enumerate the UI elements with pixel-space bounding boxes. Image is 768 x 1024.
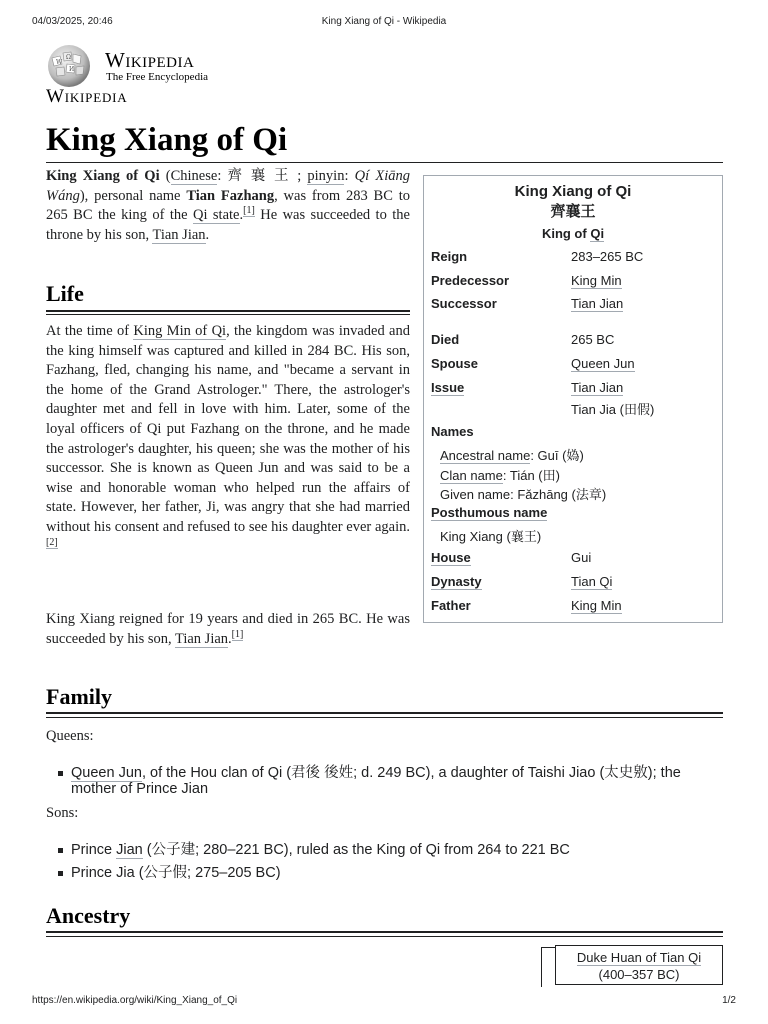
list-item-text: , of the Hou clan of Qi (君後 後姓; d. 249 BC), a daughter of Taishi Jiao (太史敫); the mother of Prince Jian (71, 765, 681, 797)
lead-chinese-text: : 齊 襄 王 ; (217, 168, 308, 184)
infobox-subtitle-text: King of (541, 226, 591, 241)
infobox-label: Died (431, 332, 460, 347)
life-text: , the kingdom was invaded and the king himself was captured and killed in 284 BC. His son, Fazhang, fled, changing his name, and "became a servant in the home of the Grand Astrologer." There, the astrologer's daughter met and fell in love with him. Later, some of the loyal officers of Qi put Fazhang on the throne, and he made the astrologer's daughter, his queen; she was the mother of his successor. She is known as Queen Jun and was said to be a wise and honorable woman who helped run the affairs of state. However, her father, Ji, was angry that she had married without his consent and refused to see his daughter ever again. (46, 323, 410, 535)
print-url: https://en.wikipedia.org/wiki/King_Xiang_of_Qi (32, 995, 238, 1006)
life-heading: Life (46, 281, 84, 306)
posthumous-name-link[interactable]: Posthumous name (431, 505, 548, 520)
page-title: King Xiang of Qi (46, 122, 288, 158)
infobox-row-father (431, 598, 716, 616)
queens-label: Queens: (46, 728, 94, 744)
svg-text:И: И (69, 66, 75, 73)
house-link[interactable]: House (431, 550, 471, 565)
infobox-subtitle (424, 226, 722, 241)
svg-text:W: W (56, 59, 63, 66)
family-divider (46, 712, 723, 714)
ancestry-tree-line (541, 947, 542, 987)
infobox-value: : Tián (田) (502, 468, 560, 483)
list-item-queen (71, 765, 723, 797)
king-min-link[interactable]: King Min (571, 598, 622, 613)
reference-link-1[interactable]: [1] (231, 628, 244, 640)
reference-link-2[interactable]: [2] (46, 536, 58, 548)
lead-text: . (205, 226, 210, 243)
tian-jian-link[interactable]: Tian Jian (571, 380, 624, 395)
issue-link[interactable]: Issue (431, 380, 465, 395)
ancestry-tree-line (541, 947, 555, 948)
tian-jian-link[interactable]: Tian Jian (571, 296, 624, 311)
family-divider-thin (46, 717, 723, 718)
lead-text: . (239, 207, 244, 224)
life-text: . (228, 630, 232, 647)
wikipedia-globe-icon (44, 44, 96, 88)
ancestry-divider (46, 931, 723, 933)
sons-label: Sons: (46, 805, 79, 821)
reference-link-1[interactable]: [1] (243, 205, 255, 217)
infobox-ancestral-name (440, 445, 584, 464)
queen-jun-link[interactable]: Queen Jun (71, 765, 142, 781)
lead-personal-name: Tian Fazhang (186, 187, 275, 204)
infobox-title-chinese: 齊襄王 (550, 203, 596, 220)
list-item-text: (公子建; 280–221 BC), ruled as the King of Qi from 264 to 221 BC (142, 842, 570, 858)
infobox-clan-name (440, 465, 560, 484)
wikipedia-small-wordmark[interactable]: Wikipedia (46, 86, 128, 107)
lead-pinyin-text: Qí Xiāng Wáng (46, 168, 410, 204)
infobox-row-spouse (431, 356, 716, 374)
list-item-son-2: Prince Jia (公子假; 275–205 BC) (71, 865, 723, 881)
lead-text: : (344, 168, 355, 184)
life-paragraph-2 (46, 610, 410, 649)
qi-link[interactable]: Qi (590, 226, 605, 241)
print-header (32, 16, 736, 30)
infobox-row-successor (431, 296, 716, 314)
infobox-row-predecessor (431, 273, 716, 291)
dynasty-link[interactable]: Dynasty (431, 574, 482, 589)
svg-text:Ω: Ω (66, 54, 71, 61)
infobox-names-heading: Names (431, 424, 474, 439)
infobox-label: Spouse (431, 356, 478, 371)
wikipedia-wordmark: Wikipedia (105, 48, 195, 72)
infobox-label: Reign (431, 249, 468, 264)
print-datetime: 04/03/2025, 20:46 (32, 16, 113, 27)
infobox (423, 175, 723, 623)
life-text: At the time of (46, 323, 134, 339)
king-min-link[interactable]: King Min of Qi (133, 323, 227, 339)
lead-text: ( (159, 168, 171, 184)
ancestry-box-dates: (400–357 BC) (598, 967, 680, 982)
lead-text: ), personal name (79, 187, 187, 204)
infobox-value: : Guī (媯) (530, 448, 584, 463)
ancestry-heading: Ancestry (46, 903, 131, 928)
queen-jun-link[interactable]: Queen Jun (571, 356, 635, 371)
infobox-row-dynasty (431, 574, 716, 592)
print-footer (32, 995, 736, 1009)
print-page-number: 1/2 (722, 995, 736, 1006)
lead-name: King Xiang of Qi (46, 168, 160, 184)
lead-paragraph (46, 167, 410, 245)
king-min-link[interactable]: King Min (571, 273, 622, 288)
lead-text: , was from 283 BC to 265 BC the king of the (46, 187, 410, 224)
infobox-row-house (431, 550, 716, 568)
infobox-row-issue (431, 380, 716, 418)
ancestry-box-duke-huan (555, 945, 723, 985)
ancestry-divider-thin (46, 936, 723, 937)
infobox-value: Gui (571, 550, 592, 565)
ancestral-name-link[interactable]: Ancestral name (440, 448, 531, 463)
infobox-value: Tian Jia (田假) (571, 402, 655, 417)
tian-jian-link[interactable]: Tian Jian (152, 226, 206, 243)
lead-text: He was succeeded to the throne by his son, (46, 207, 410, 243)
list-item-son-1 (71, 842, 723, 858)
qi-state-link[interactable]: Qi state (192, 207, 240, 224)
infobox-value: 283–265 BC (571, 249, 644, 264)
list-item-text: Prince (71, 842, 117, 858)
clan-name-link[interactable]: Clan name (440, 468, 503, 483)
title-divider (46, 162, 723, 163)
tian-qi-link[interactable]: Tian Qi (571, 574, 613, 589)
tian-jian-link[interactable]: Tian Jian (175, 630, 229, 647)
infobox-label: Father (431, 598, 471, 613)
print-page-title: King Xiang of Qi - Wikipedia (321, 16, 447, 27)
life-paragraph-1 (46, 322, 410, 557)
infobox-title (424, 182, 722, 222)
infobox-label: Successor (431, 296, 497, 311)
jian-link[interactable]: Jian (116, 842, 143, 858)
pinyin-link[interactable]: pinyin (307, 168, 345, 184)
infobox-row-died (431, 332, 716, 350)
chinese-link[interactable]: Chinese (170, 168, 218, 184)
infobox-label: Predecessor (431, 273, 510, 288)
life-divider-thin (46, 314, 410, 315)
infobox-posthumous-value: King Xiang (襄王) (440, 529, 542, 544)
duke-huan-link[interactable]: Duke Huan of Tian Qi (576, 950, 702, 965)
life-divider (46, 310, 410, 312)
family-heading: Family (46, 684, 112, 709)
life-text: King Xiang reigned for 19 years and died in 265 BC. He was succeeded by his son, (46, 611, 410, 647)
infobox-given-name: Given name: Fǎzhāng (法章) (440, 487, 607, 502)
infobox-title-english: King Xiang of Qi (514, 183, 632, 200)
wikipedia-tagline: The Free Encyclopedia (106, 71, 209, 83)
infobox-row-reign (431, 249, 716, 267)
infobox-value: 265 BC (571, 332, 615, 347)
